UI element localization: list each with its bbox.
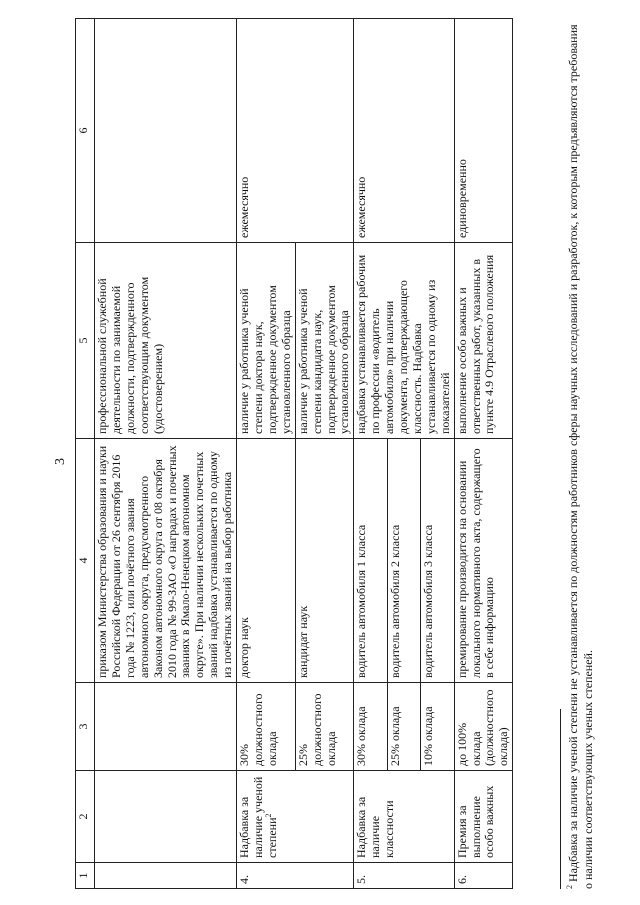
continuation-row: [95, 19, 237, 889]
amount-cell: 10% оклада: [421, 683, 454, 771]
condition-cell: водитель автомобиля 3 класса: [421, 439, 454, 683]
payment-name: Премия за выполнение особо важных: [454, 771, 513, 863]
footnote-text: Надбавка за наличие ученой степени не устанавливается по должностям работников сферы научных исследований и разработок, к которым предъявляются требования о наличии соответствующих ученых степеней.: [566, 24, 595, 889]
row-number: 6.: [454, 863, 513, 889]
footnote-ref: 2: [263, 813, 273, 818]
requirement-cell: наличие у работника ученой степени кандидата наук, подтвержденное документом установленного образца: [295, 243, 354, 439]
footnote-divider: [560, 709, 561, 889]
amount-cell: до 100% оклада (должностного оклада): [454, 683, 513, 771]
period-cell: единовременно: [454, 19, 513, 243]
requirement-cell: наличие у работника ученой степени доктора наук, подтвержденное документом установленного образца: [237, 243, 296, 439]
amount-cell: 25% оклада: [387, 683, 420, 771]
condition-cell: доктор наук: [237, 439, 296, 683]
cont-condition-cell: приказом Министерства образования и науки Российской Федерации от 26 сентября 2016 года № 1223, или почётного звания автономного округа, предусмотренного Законом автономного округа от 08 октября 2010 года № 99-ЗАО «О наградах и почетных званиях в Ямало-Ненецком автономном округе». При наличии нескольких почетных званий надбавка устанавливается по одному из почётных званий на выбор работника: [95, 439, 237, 683]
header-cell: 5: [76, 243, 95, 439]
requirement-cell: надбавка устанавливается рабочим по профессии «водитель автомобиля» при наличии документа, подтверждающего классность. Надбавка устанавливается по одному из показателей: [354, 243, 454, 439]
payment-name: Надбавка за наличие классности: [354, 771, 454, 863]
header-cell: 2: [76, 771, 95, 863]
amount-cell: 30% оклада: [354, 683, 387, 771]
row-number: 4.: [237, 863, 354, 889]
header-cell: 6: [76, 19, 95, 243]
payment-name: Надбавка за наличие ученой степени$^2$: [237, 771, 354, 863]
header-cell: 1: [76, 863, 95, 889]
allowances-table: [75, 18, 513, 889]
amount-cell: 30% должностного оклада: [237, 683, 296, 771]
period-cell: ежемесячно: [354, 19, 454, 243]
header-row: [76, 19, 95, 889]
footnote-mark: 2: [565, 885, 574, 889]
period-cell: ежемесячно: [237, 19, 354, 243]
condition-cell: кандидат наук: [295, 439, 354, 683]
table-row: [454, 19, 513, 889]
amount-cell: 25% должностного оклада: [295, 683, 354, 771]
row-number: 5.: [354, 863, 454, 889]
cont-requirement-cell: профессиональной служебной деятельности по занимаемой должности, подтвержденного соответствующим документом (удостоверением): [95, 243, 237, 439]
table-row: [354, 19, 387, 889]
header-cell: 4: [76, 439, 95, 683]
page-number: 3: [53, 458, 68, 465]
footnote: [566, 19, 596, 889]
table-row: [237, 19, 296, 889]
condition-cell: водитель автомобиля 1 класса: [354, 439, 387, 683]
header-cell: 3: [76, 683, 95, 771]
requirement-cell: выполнение особо важных и ответственных работ, указанных в пункте 4.9 Отраслевого положения: [454, 243, 513, 439]
condition-cell: премирование производится на основании локального нормативного акта, содержащего в себе информацию: [454, 439, 513, 683]
condition-cell: водитель автомобиля 2 класса: [387, 439, 420, 683]
